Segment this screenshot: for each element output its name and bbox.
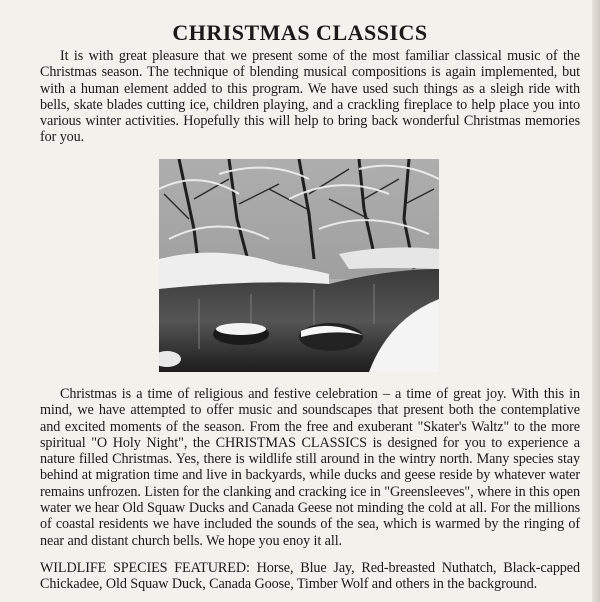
- description-paragraph: Christmas is a time of religious and festive celebration – a time of great joy. With this in mind, we have attempted to offer music and soundscapes that present both the contemplative and excited moments of the season. From the free and exuberant "Skater's Waltz" to the more spiritual "O Holy Night", the CHRISTMAS CLASSICS is designed for you to experience a nature filled Christmas. Yes, there is wildlife still around in the wintry north. Many species stay behind at migration time and live in backyards, while ducks and geese reside by whatever water remains unfrozen. Listen for the clanking and cracking ice in "Greensleeves", where in this open water we hear Old Squaw Ducks and Canada Geese not minding the cold at all. For the millions of coastal residents we have included the sounds of the sea, which is warmed by the ringing of near and distant church bells. We hope you enoy it all.: [40, 386, 580, 549]
- snow-creek-illustration: [159, 159, 439, 372]
- page-edge: [592, 0, 600, 602]
- intro-paragraph: It is with great pleasure that we present some of the most familiar classical music of the Christmas season. The technique of blending musical compositions is again implemented, but with a human element added to this program. We have used such things as a sleigh ride with bells, skate blades cutting ice, children playing, and a crackling fireplace to help place you into various winter activities. Hopefully this will help to bring back wonderful Christmas memories for you.: [40, 48, 580, 146]
- page-title: CHRISTMAS CLASSICS: [172, 20, 428, 45]
- wildlife-species-list: WILDLIFE SPECIES FEATURED: Horse, Blue Jay, Red-breasted Nuthatch, Black-capped Chickadee, Old Squaw Duck, Canada Goose, Timber Wolf and others in the background.: [40, 560, 580, 593]
- snow-creek-photo: [159, 159, 439, 372]
